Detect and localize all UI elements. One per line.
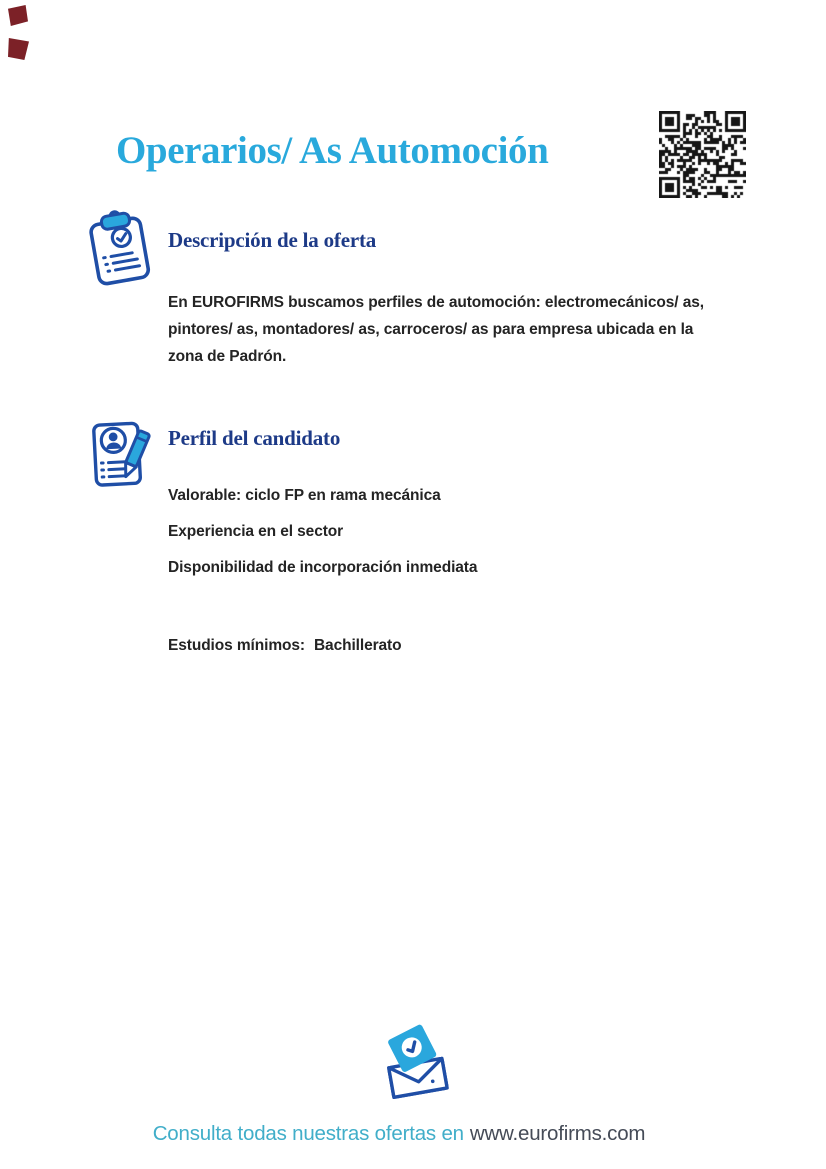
footer-text: Consulta todas nuestras ofertas en: [152, 1122, 464, 1145]
profile-heading: Perfil del candidato: [168, 426, 341, 450]
qr-code: [659, 111, 746, 198]
education-row: [168, 637, 401, 655]
profile-item: Experiencia en el sector: [168, 523, 344, 540]
description-line: pintores/ as, montadores/ as, carroceros/ as para empresa ubicada en la: [168, 321, 694, 338]
cv-pencil-icon: [86, 415, 156, 490]
description-line: zona de Padrón.: [168, 348, 287, 365]
clipboard-check-icon: [79, 203, 160, 292]
corner-mark: [8, 38, 29, 60]
description-paragraph: [168, 289, 704, 370]
corner-mark: [8, 5, 28, 26]
profile-item: Disponibilidad de incorporación inmediata: [168, 559, 478, 576]
description-heading: Descripción de la oferta: [168, 228, 377, 252]
footer: [0, 1121, 798, 1147]
profile-items: [168, 488, 477, 596]
education-label: Estudios mínimos:: [168, 637, 305, 654]
footer-website: www.eurofirms.com: [469, 1122, 646, 1145]
profile-item: Valorable: ciclo FP en rama mecánica: [168, 487, 441, 504]
description-line: En EUROFIRMS buscamos perfiles de automoción: electromecánicos/ as,: [168, 294, 704, 311]
education-value: Bachillerato: [313, 637, 402, 654]
envelope-check-icon: [367, 1018, 464, 1115]
page-title: Operarios/ As Automoción: [116, 129, 549, 172]
